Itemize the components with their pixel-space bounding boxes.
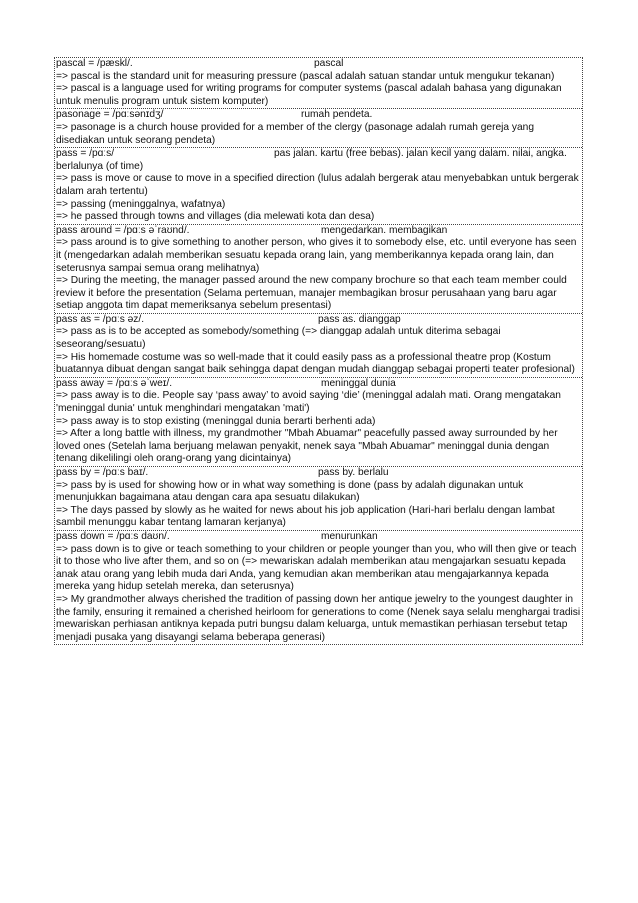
entry-term: pass away = /pɑːs əˈweɪ/. (56, 377, 173, 389)
entry-headword (56, 148, 581, 173)
entry-headword (56, 58, 581, 71)
dictionary-entry (55, 466, 582, 530)
entry-headword (56, 467, 581, 480)
entry-line: => pascal is the standard unit for measuring pressure (pascal adalah satuan standar untuk mengukur tekanan) (56, 70, 555, 82)
entry-gloss: pass by. berlalu (318, 467, 389, 478)
entry-line: => pascal is a language used for writing programs for computer systems (pascal adalah bahasa yang digunakan untuk menulis program untuk sistem komputer) (56, 83, 562, 107)
entry-headword (56, 314, 581, 327)
entry-gloss: pascal (314, 58, 344, 69)
entry-line: => pass away is to stop existing (meninggal dunia berarti berhenti ada) (56, 415, 376, 427)
entry-line: => During the meeting, the manager passed around the new company brochure so that each team member could review it before the presentation (Selama pertemuan, manajer membagikan brosur perusahaan yang baru agar setiap anggota tim dapat memeriksanya sebelum presentasi) (56, 275, 567, 312)
dictionary-entry (55, 313, 582, 377)
entry-gloss: menurunkan (321, 530, 378, 542)
entry-gloss: rumah pendeta. (301, 109, 373, 121)
entry-gloss: pas jalan. kartu (free bebas). jalan kecil yang dalam. nilai, angka. berlalunya (of time) (56, 148, 567, 172)
entry-term: pass around = /pɑːs əˈraʊnd/. (56, 224, 190, 236)
entry-line: => pasonage is a church house provided for a member of the clergy (pasonage adalah rumah gereja yang disediakan untuk seorang pendeta) (56, 121, 534, 146)
dictionary-entry (55, 58, 582, 108)
dictionary-entry (55, 224, 582, 313)
entry-gloss: meninggal dunia (321, 377, 396, 389)
dictionary-entry (55, 108, 582, 147)
entry-line: => His homemade costume was so well-made that it could easily pass as a professional theatre prop (Kostum buatannya dibuat dengan sangat baik sehingga dapat dengan mudah dianggap sebagai properti teater profesional) (56, 351, 575, 376)
entry-term: pass = /pɑːs/ (56, 148, 115, 160)
entry-line: => he passed through towns and villages (dia melewati kota dan desa) (56, 211, 375, 223)
entry-line: => pass down is to give or teach something to your children or people younger than you, who will then give or teach it to those who live after them, and so on (=> mewariskan adalah memberikan atau mengajarkan sesuatu kepada anak atau orang yang lebih muda dari Anda, yang kemudian akan memberikan atau mengajarkannya kepada mereka yang hidup setelah mereka, dan seterusnya) (56, 543, 577, 593)
dictionary-entry (55, 147, 582, 224)
dictionary-entry (55, 377, 582, 466)
entry-headword (56, 531, 581, 544)
entry-line: => After a long battle with illness, my grandmother "Mbah Abuamar" peacefully passed away surrounded by her loved ones (Setelah lama berjuang melawan penyakit, nenek saya "Mbah Abuamar" meninggal dunia dengan tenang dikelilingi oleh orang-orang yang dicintainya) (56, 428, 558, 465)
entry-line: => pass is move or cause to move in a specified direction (lulus adalah bergerak atau menyebabkan untuk bergerak dalam arah tertentu) (56, 173, 579, 197)
entry-line: => pass as is to be accepted as somebody/something (=> dianggap adalah untuk diterima sebagai seseorang/sesuatu) (56, 326, 501, 351)
entry-line: => pass by is used for showing how or in what way something is done (pass by adalah digunakan untuk menunjukkan bagaimana atau dengan cara apa sesuatu dilakukan) (56, 479, 524, 504)
entry-line: => pass around is to give something to another person, who gives it to somebody else, etc. until everyone has seen it (mengedarkan adalah memberikan sesuatu kepada orang lain, yang memberikannya kepada orang lain, dan seterusnya sampai semua orang melihatnya) (56, 237, 577, 274)
dictionary-page (54, 57, 583, 645)
entry-headword (56, 225, 581, 238)
entry-line: => pass away is to die. People say ‘pass away’ to avoid saying ‘die’ (meninggal adalah mati. Orang mengatakan 'meninggal dunia' untuk menghindari mengatakan 'mati') (56, 390, 561, 415)
entry-term: pasonage = /pɑːsənɪdʒ/ (56, 109, 164, 121)
entry-term: pass by = /pɑːs baɪ/. (56, 467, 149, 478)
entry-term: pass as = /pɑːs əz/. (56, 313, 145, 325)
entry-gloss: mengedarkan. membagikan (321, 224, 448, 236)
entry-term: pass down = /pɑːs daʊn/. (56, 530, 170, 542)
entry-headword (56, 378, 581, 391)
entry-line: => My grandmother always cherished the tradition of passing down her antique jewelry to the youngest daughter in the family, ensuring it remained a cherished heirloom for generations to come (Nenek saya selalu menghargai tradisi mewariskan perhiasan antiknya kepada putri bungsu dalam keluarga, untuk memastikan perhiasan tersebut tetap menjadi pusaka yang disayangi selama beberapa generasi) (56, 593, 581, 643)
entry-term: pascal = /pæskl/. (56, 58, 133, 69)
entry-line: => The days passed by slowly as he waited for news about his job application (Hari-hari berlalu dengan lambat sambil menunggu kabar tentang lamaran kerjanya) (56, 504, 555, 529)
entry-headword (56, 109, 581, 122)
entry-gloss: pass as. dianggap (318, 313, 401, 325)
entry-line: => passing (meninggalnya, wafatnya) (56, 198, 226, 210)
dictionary-entry (55, 530, 582, 644)
